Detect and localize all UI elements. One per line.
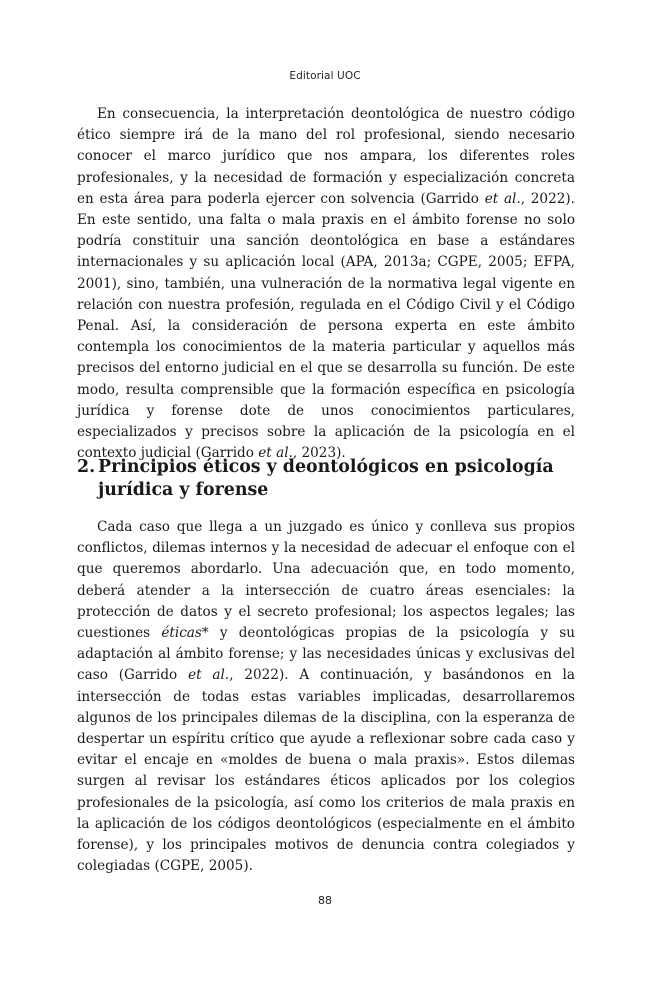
paragraph-segment: * y deontológicas propias de la psicología y su adaptación al ámbito forense; y las necesidades únicas y exclusivas del caso (Garrido [77,625,575,684]
section-heading [77,456,575,502]
italic-et-al: et al [484,190,517,207]
paragraph-segment: ., 2022). En este sentido, una falta o mala praxis en el ámbito forense no solo podría constituir una sanción deontológica en base a estándares internacionales y su aplicación local (APA, 2013a; CGPE, 2005; EFPA, 2001), sino, también, una vulneración de la normativa legal vigente en relación con nuestra profesión, regulada en el Código Civil y el Código Penal. Así, la consideración de persona experta en este ámbito contempla los conocimientos de la materia particular y aquellos más precisos del entorno judicial en el que se desarrolla su función. De este modo, resulta comprensible que la formación específica en psicología jurídica y forense dote de unos conocimientos particulares, especializados y precisos sobre la aplicación de la psicología en el contexto judicial (Garrido [77,190,575,462]
paragraph-segment: En consecuencia, la interpretación deontológica de nuestro código ético siempre irá de la mano del rol profesional, siendo necesario conocer el marco jurídico que nos ampara, los diferentes roles profesionales, y la necesidad de formación y especialización concreta en esta área para poderla ejercer con solvencia (Garrido [77,106,575,207]
paragraph-segment: Cada caso que llega a un juzgado es único y conlleva sus propios conflictos, dilemas internos y la necesidad de adecuar el enfoque con el que queremos abordarlo. Una adecuación que, en todo momento, deberá atender a la intersección de cuatro áreas esenciales: la protección de datos y el secreto profesional; los aspectos legales; las cuestiones [77,519,575,642]
italic-et-al: et al [188,667,225,684]
section-title: Principios éticos y deontológicos en psicología jurídica y forense [98,457,554,500]
italic-eticas: éticas [161,625,202,642]
paragraph-text [77,104,575,464]
body-paragraph-2 [77,517,575,877]
italic-et-al: et al [258,445,289,462]
paragraph-segment: ., 2022). A continuación, y basándonos en la intersección de todas estas variables implicadas, desarrollaremos algunos de los principales dilemas de la disciplina, con la esperanza de despertar un espíritu crítico que ayude a reflexionar sobre cada caso y evitar el encaje en «moldes de buena o mala praxis». Estos dilemas surgen al revisar los estándares éticos aplicados por los colegios profesionales de la psicología, así como los criterios de mala praxis en la aplicación de los códigos deontológicos (especialmente en el ámbito forense), y los principales motivos de denuncia contra colegiados y colegiadas (CGPE, 2005). [77,667,576,875]
paragraph-segment: ., 2023). [288,445,346,462]
body-paragraph-1 [77,104,575,464]
page-number: 88 [318,894,332,907]
paragraph-text [77,517,575,877]
section-number: 2. [77,457,96,477]
running-header: Editorial UOC [289,70,361,82]
